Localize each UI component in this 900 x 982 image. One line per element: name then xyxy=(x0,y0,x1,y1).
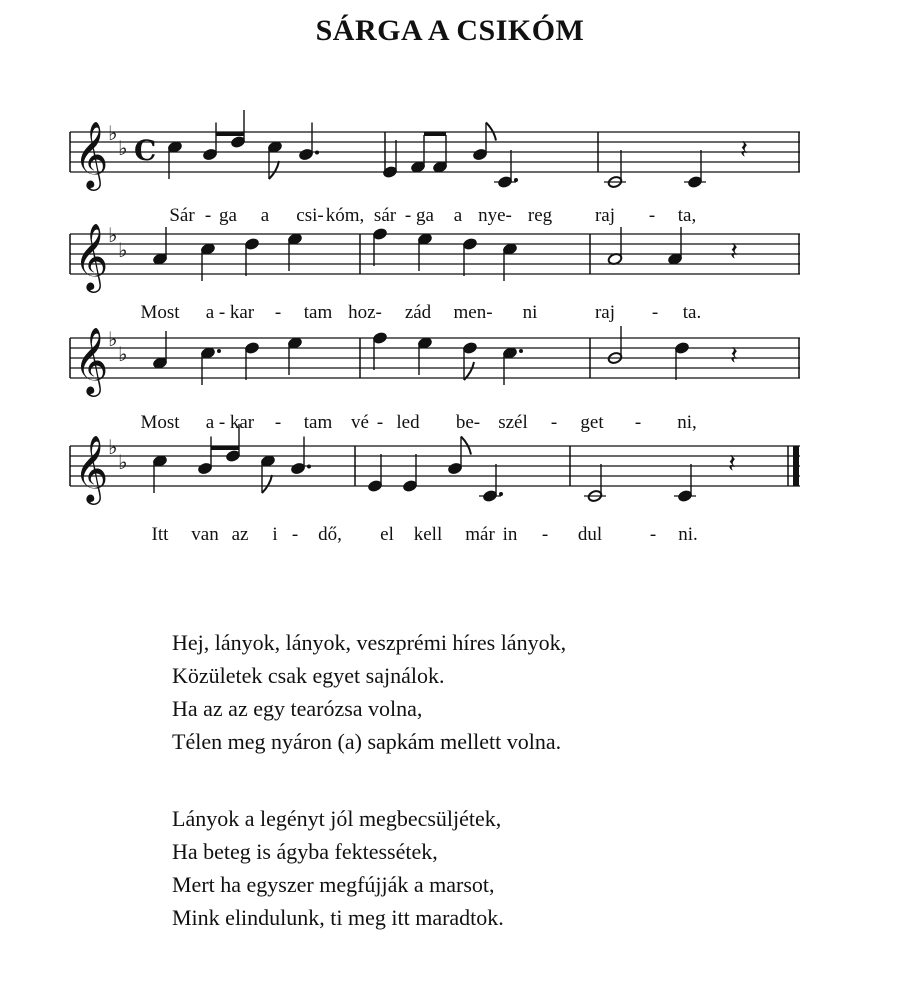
lyric-syllable: led xyxy=(396,412,420,433)
music-staff-3 xyxy=(70,324,800,424)
lyric-syllable: raj xyxy=(594,205,616,226)
lyric-syllable: ta. xyxy=(682,302,702,323)
verse-line: Lányok a legényt jól megbecsüljétek, xyxy=(172,806,502,831)
flat-icon: ♭ xyxy=(108,327,118,351)
quarter-rest-icon: 𝄽 xyxy=(740,135,748,165)
common-time-icon: C xyxy=(134,134,157,167)
verse-1 xyxy=(172,626,566,758)
lyrics-line-4 xyxy=(0,524,900,552)
lyric-syllable: vé xyxy=(351,412,369,433)
lyric-syllable: - xyxy=(376,412,384,433)
augmentation-dot xyxy=(499,492,503,496)
lyric-syllable: kar xyxy=(229,412,255,433)
note-beam xyxy=(211,446,239,450)
flat-icon: ♭ xyxy=(118,136,128,160)
lyric-syllable: - xyxy=(651,302,659,323)
lyric-syllable: - xyxy=(541,524,549,545)
lyric-syllable: men- xyxy=(453,302,493,323)
lyric-syllable: raj xyxy=(594,302,616,323)
lyric-syllable: dő, xyxy=(318,524,342,545)
lyric-syllable: tam xyxy=(303,302,333,323)
quarter-rest-icon: 𝄽 xyxy=(728,449,736,479)
note-flag xyxy=(262,475,272,493)
lyric-syllable: get xyxy=(580,412,604,433)
lyric-syllable: - xyxy=(648,205,656,226)
lyric-syllable: a xyxy=(205,412,215,433)
lyric-syllable: reg xyxy=(527,205,553,226)
verse-2 xyxy=(172,802,504,934)
quarter-rest-icon: 𝄽 xyxy=(730,341,738,371)
treble-clef-icon: 𝄞 xyxy=(74,222,109,290)
quarter-rest-icon: 𝄽 xyxy=(730,237,738,267)
flat-icon: ♭ xyxy=(118,450,128,474)
treble-clef-icon: 𝄞 xyxy=(74,434,109,502)
flat-icon: ♭ xyxy=(108,121,118,145)
augmentation-dot xyxy=(519,349,523,353)
lyric-syllable: a xyxy=(260,205,270,226)
lyric-syllable: Sár xyxy=(169,205,195,226)
lyric-syllable: - xyxy=(550,412,558,433)
verse-line: Mink elindulunk, ti meg itt maradtok. xyxy=(172,905,504,930)
lyric-syllable: ni, xyxy=(677,412,697,433)
lyric-syllable: ni xyxy=(522,302,538,323)
treble-clef-icon: 𝄞 xyxy=(74,326,109,394)
augmentation-dot xyxy=(514,178,518,182)
verse-line: Hej, lányok, lányok, veszprémi híres lányok, xyxy=(172,630,567,655)
flat-icon: ♭ xyxy=(118,342,128,366)
lyric-syllable: dul xyxy=(577,524,603,545)
lyric-syllable: az xyxy=(231,524,249,545)
lyric-syllable: zád xyxy=(404,302,432,323)
song-title: SÁRGA A CSIKÓM xyxy=(315,14,585,47)
lyric-syllable: a xyxy=(205,302,215,323)
lyric-syllable: - xyxy=(204,205,212,226)
note-beam xyxy=(424,132,446,136)
note-flag xyxy=(269,161,279,179)
augmentation-dot xyxy=(315,151,319,155)
lyric-syllable: szél xyxy=(498,412,528,433)
lyric-syllable: ta, xyxy=(677,205,697,226)
lyric-syllable: - xyxy=(634,412,642,433)
note-beam xyxy=(216,132,244,136)
lyric-syllable: - xyxy=(649,524,657,545)
final-bar-thick xyxy=(793,446,799,486)
lyric-syllable: el xyxy=(380,524,394,545)
lyric-syllable: Itt xyxy=(151,524,169,545)
verse-line: Ha az az egy tearózsa volna, xyxy=(172,696,423,721)
lyric-syllable: in xyxy=(502,524,518,545)
lyric-syllable: - xyxy=(404,205,412,226)
lyric-syllable: már xyxy=(465,524,495,545)
note-flag xyxy=(464,362,474,380)
lyric-syllable: Most xyxy=(140,412,180,433)
lyric-syllable: - xyxy=(274,302,282,323)
lyric-syllable: ga xyxy=(219,205,237,226)
lyric-syllable: van xyxy=(191,524,219,545)
augmentation-dot xyxy=(307,465,311,469)
lyric-syllable: tam xyxy=(303,412,333,433)
lyric-syllable: nye- xyxy=(478,205,512,226)
treble-clef-icon: 𝄞 xyxy=(74,120,109,188)
lyric-syllable: - xyxy=(274,412,282,433)
lyric-syllable: kar xyxy=(229,302,255,323)
lyric-syllable: ni. xyxy=(678,524,698,545)
lyric-syllable: kell xyxy=(413,524,443,545)
lyric-syllable: Most xyxy=(140,302,180,323)
lyric-syllable: a xyxy=(453,205,463,226)
lyric-syllable: hoz- xyxy=(348,302,382,323)
lyric-syllable: be- xyxy=(455,412,481,433)
music-staff-1 xyxy=(70,118,800,218)
lyric-syllable: - xyxy=(218,412,226,433)
music-staff-4 xyxy=(70,432,800,532)
flat-icon: ♭ xyxy=(108,435,118,459)
lyric-syllable: - xyxy=(291,524,299,545)
lyric-syllable: - xyxy=(218,302,226,323)
flat-icon: ♭ xyxy=(108,223,118,247)
lyric-syllable: csi- xyxy=(296,205,324,226)
verse-line: Télen meg nyáron (a) sapkám mellett volna. xyxy=(172,729,562,754)
lyric-syllable: i xyxy=(272,524,278,545)
verse-line: Ha beteg is ágyba fektessétek, xyxy=(172,839,438,864)
augmentation-dot xyxy=(217,349,221,353)
flat-icon: ♭ xyxy=(118,238,128,262)
verse-line: Közületek csak egyet sajnálok. xyxy=(172,663,445,688)
verse-line: Mert ha egyszer megfújják a marsot, xyxy=(172,872,495,897)
lyric-syllable: sár xyxy=(373,205,397,226)
lyric-syllable: kóm, xyxy=(325,205,365,226)
lyric-syllable: ga xyxy=(416,205,434,226)
